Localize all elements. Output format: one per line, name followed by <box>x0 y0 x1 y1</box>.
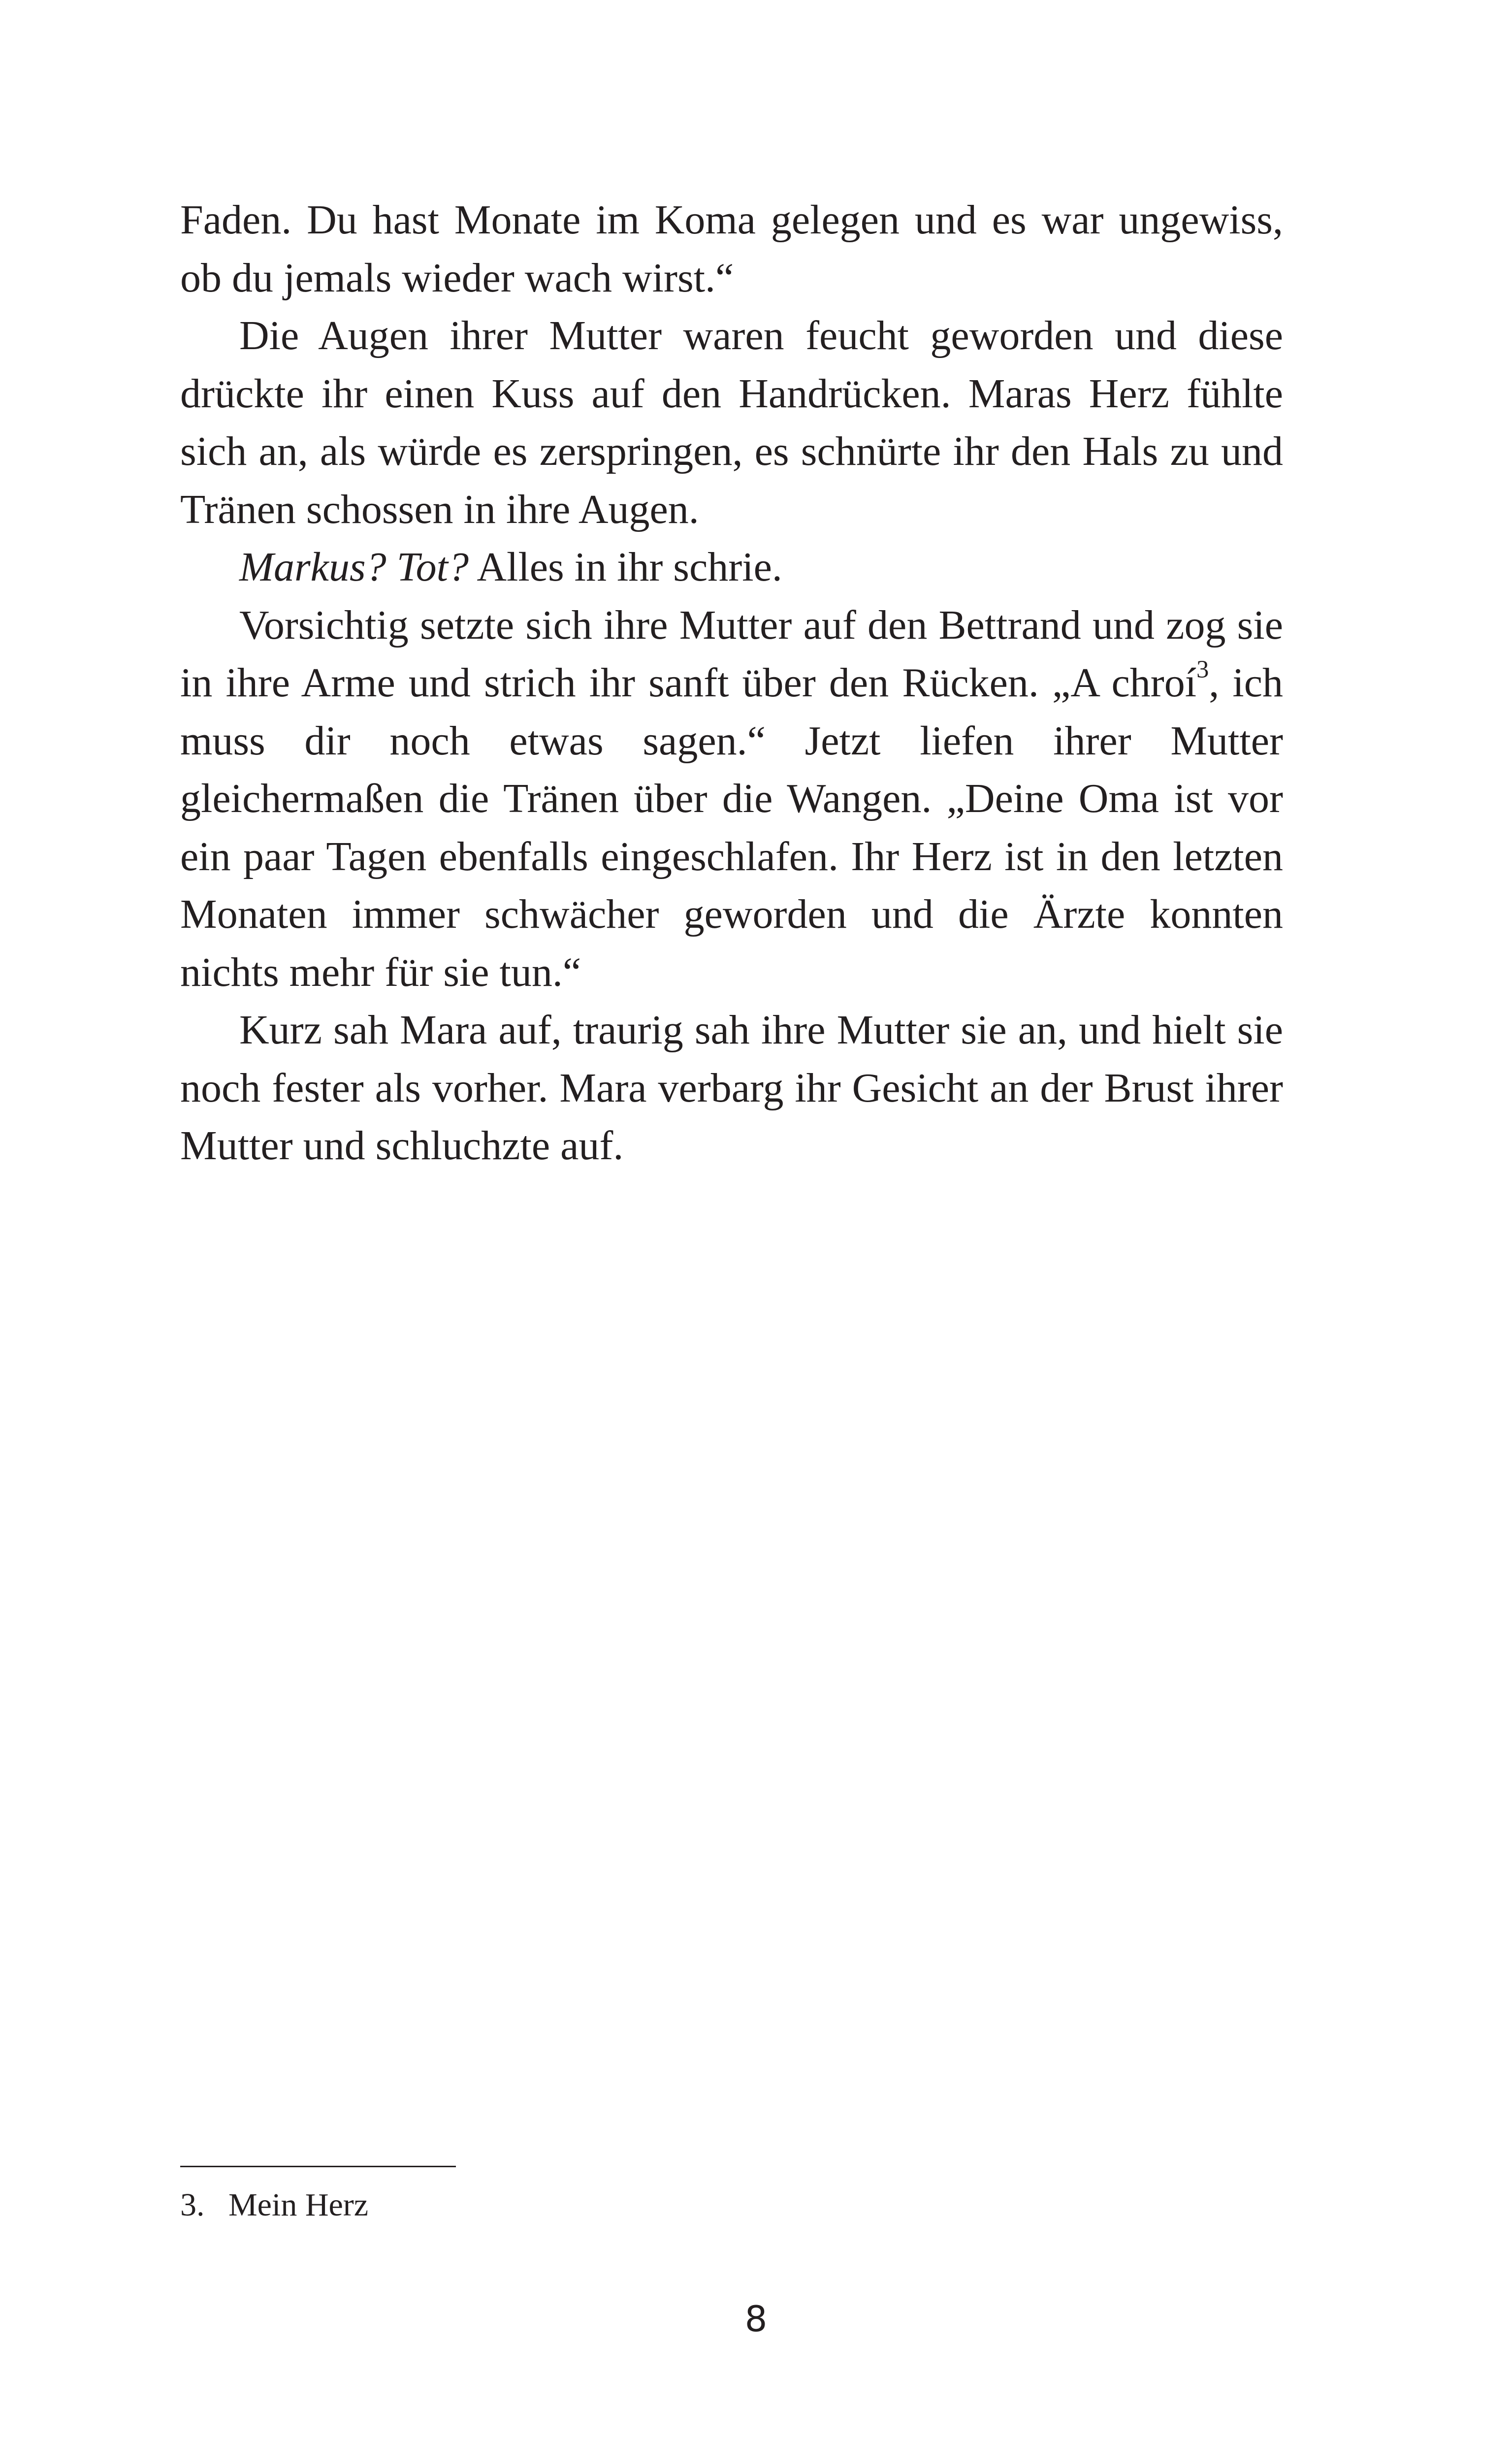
footnote <box>180 2185 368 2225</box>
paragraph-4-after: , ich muss dir noch etwas sagen.“ Jetzt liefen ihrer Mutter gleichermaßen die Tränen über die Wangen. „Deine Oma ist vor ein paar Tagen ebenfalls eingeschlafen. Ihr Herz ist in den letzten Monaten immer schwächer geworden und die Ärzte konnten nichts mehr für sie tun.“ <box>180 660 1283 995</box>
footnote-number: 3. <box>180 2187 205 2223</box>
paragraph-3-rest: Alles in ihr schrie. <box>468 544 782 590</box>
footnote-reference: 3 <box>1196 655 1209 684</box>
paragraph-5: Kurz sah Mara auf, traurig sah ihre Mutter sie an, und hielt sie noch fester als vorher. Mara verbarg ihr Gesicht an der Brust ihrer Mutter und schluchzte auf. <box>180 1007 1283 1169</box>
italic-thought: Markus? Tot? <box>239 544 469 590</box>
paragraph-4-before: Vorsichtig setzte sich ihre Mutter auf den Bettrand und zog sie in ihre Arme und strich ihr sanft über den Rücken. „A chroí <box>180 602 1283 706</box>
footnote-text: Mein Herz <box>228 2187 369 2223</box>
body-text <box>180 191 1283 1175</box>
paragraph-1: Faden. Du hast Monate im Koma gelegen und es war ungewiss, ob du jemals wieder wach wirst.“ <box>180 197 1283 301</box>
paragraph-3 <box>180 538 1283 596</box>
footnote-divider <box>180 2166 456 2167</box>
paragraph-4 <box>180 596 1283 1002</box>
paragraph-2: Die Augen ihrer Mutter waren feucht geworden und diese drückte ihr einen Kuss auf den Handrücken. Maras Herz fühlte sich an, als würde es zerspringen, es schnürte ihr den Hals zu und Tränen schossen in ihre Augen. <box>180 313 1283 532</box>
page-number: 8 <box>744 2298 768 2340</box>
